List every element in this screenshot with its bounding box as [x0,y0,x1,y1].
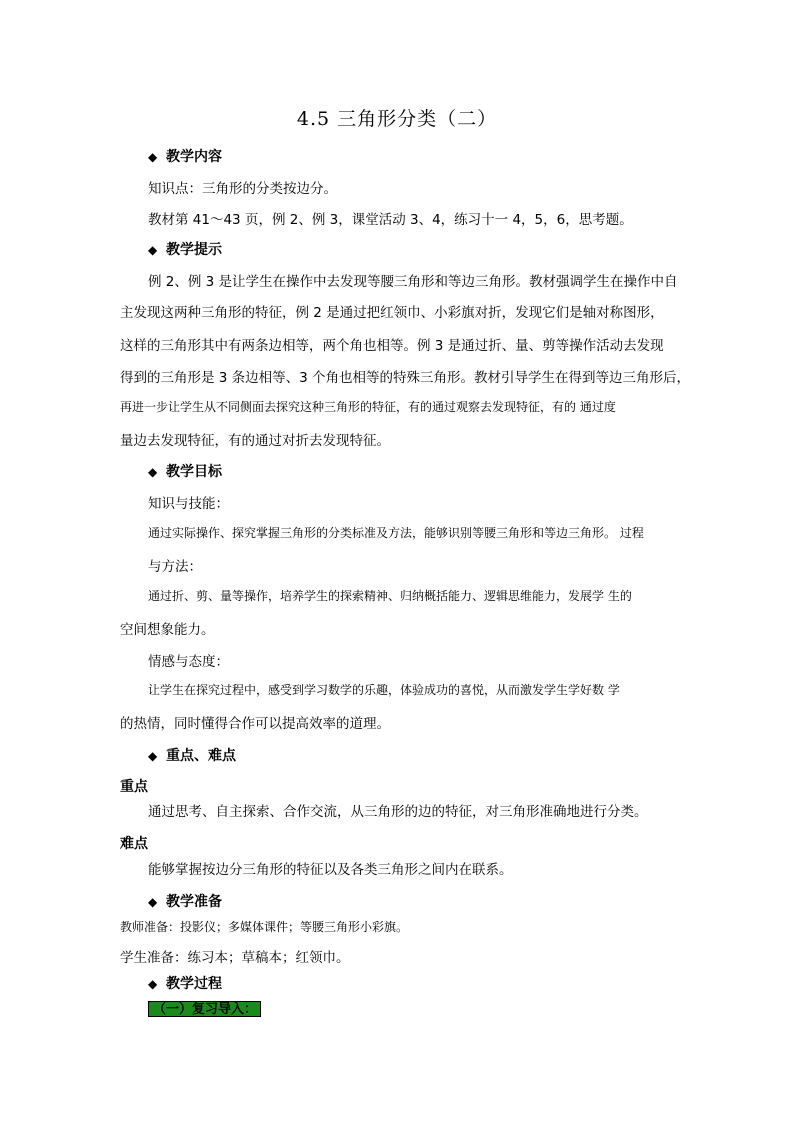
difficulty-label: 难点 [120,836,148,852]
content-line: 知识点：三角形的分类按边分。 [148,181,337,197]
goal-line: 让学生在探究过程中，感受到学习数学的乐趣，体验成功的喜悦，从而激发学生学好数 学 [148,683,620,697]
section-label: 教学目标 [166,464,222,480]
hint-line: 主发现这两种三角形的特征，例 2 是通过把红领巾、小彩旗对折，发现它们是轴对称图形， [120,305,664,321]
goal-line: 通过折、剪、量等操作，培养学生的探索精神、归纳概括能力、逻辑思维能力，发展学 生的 [148,589,632,603]
section-label: 教学内容 [166,149,222,165]
content-line: 教材第 41～43 页，例 2、例 3，课堂活动 3、4，练习十一 4，5，6，思考题。 [148,212,633,228]
key-point-text: 通过思考、自主探索、合作交流，从三角形的边的特征，对三角形准确地进行分类。 [148,804,648,820]
bullet-icon: ◆ [148,465,158,479]
hint-line: 这样的三角形其中有两条边相等，两个角也相等。例 3 是通过折、量、剪等操作活动去发现 [120,338,664,354]
student-prep: 学生准备：练习本；草稿本；红领巾。 [120,950,350,966]
bullet-icon: ◆ [148,977,158,991]
hint-line: 得到的三角形是 3 条边相等、3 个角也相等的特殊三角形。教材引导学生在得到等边三角形后， [120,370,691,386]
section-heading-goal [148,461,222,481]
bullet-icon: ◆ [148,749,158,763]
goal-line: 知识与技能： [148,496,229,512]
goal-line: 情感与态度： [148,654,229,670]
goal-line: 与方法： [148,559,202,575]
goal-line: 的热情，同时懂得合作可以提高效率的道理。 [120,716,390,732]
section-label: 教学提示 [166,242,222,258]
hint-line: 再进一步让学生从不同侧面去探究这种三角形的特征，有的通过观察去发现特征，有的 通过度 [120,400,616,414]
page-title: 4.5 三角形分类（二） [296,108,498,130]
difficulty-text: 能够掌握按边分三角形的特征以及各类三角形之间内在联系。 [148,862,513,878]
section-label: 重点、难点 [166,748,236,764]
key-point-label: 重点 [120,779,148,795]
goal-line: 通过实际操作、探究掌握三角形的分类标准及方法，能够识别等腰三角形和等边三角形。 过程 [148,526,644,540]
section-heading-key [148,745,236,765]
section-heading-hint [148,239,222,259]
goal-line: 空间想象能力。 [120,622,215,638]
section-heading-prep [148,891,222,911]
hint-line: 例 2、例 3 是让学生在操作中去发现等腰三角形和等边三角形。教材强调学生在操作中自 [148,274,678,290]
bullet-icon: ◆ [148,895,158,909]
step-review-intro: （一）复习导入： [148,1001,261,1017]
hint-line: 量边去发现特征，有的通过对折去发现特征。 [120,433,390,449]
section-label: 教学准备 [166,894,222,910]
bullet-icon: ◆ [148,150,158,164]
section-heading-process [148,973,222,993]
section-heading-content [148,146,222,166]
bullet-icon: ◆ [148,243,158,257]
section-label: 教学过程 [166,976,222,992]
teacher-prep: 教师准备：投影仪；多媒体课件；等腰三角形小彩旗。 [120,920,409,934]
